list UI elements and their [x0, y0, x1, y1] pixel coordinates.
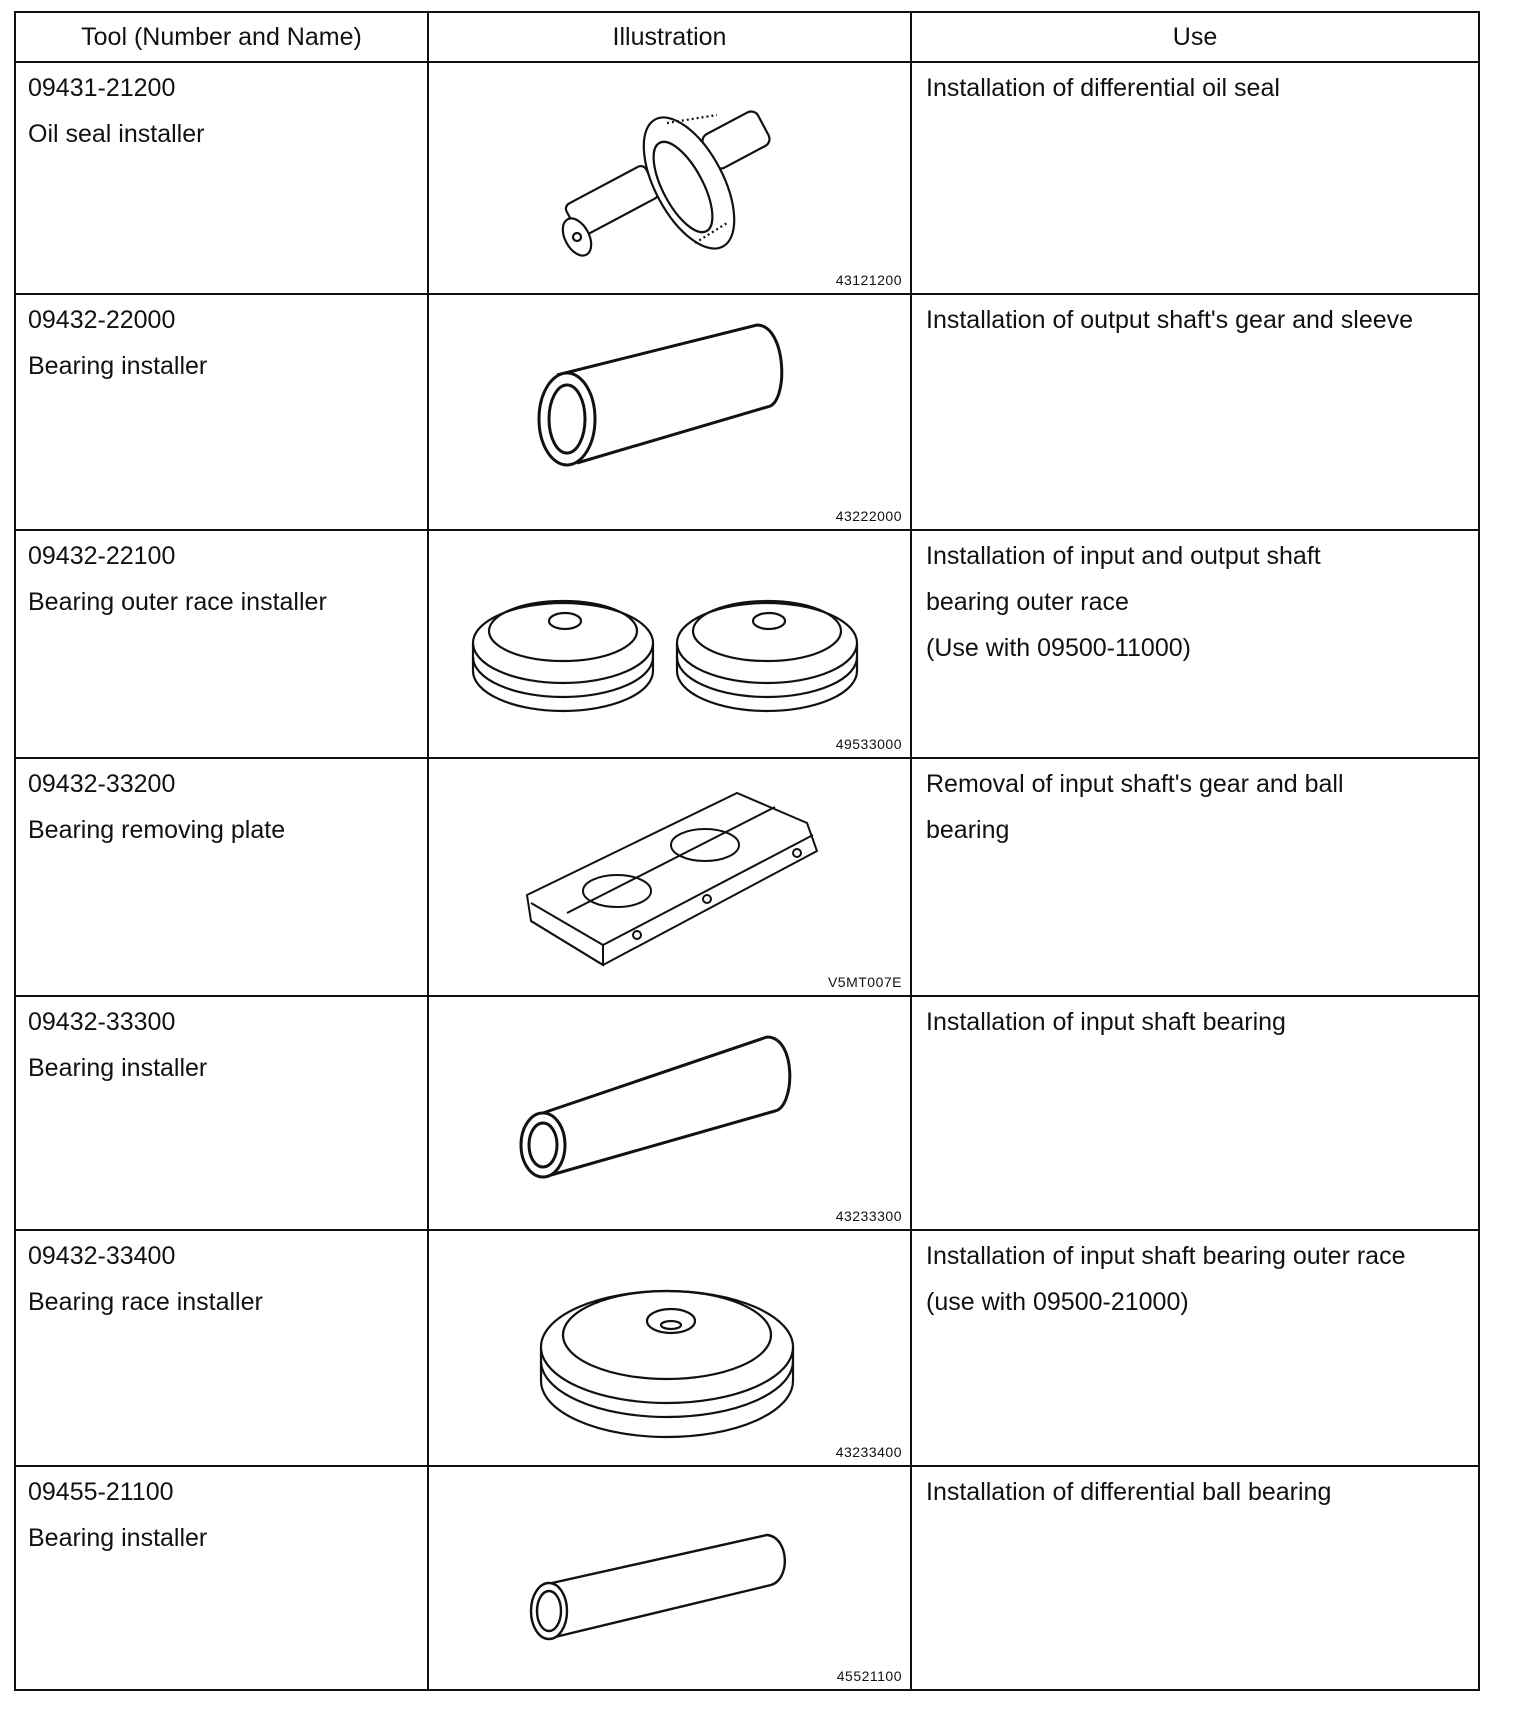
- tool-name: Bearing outer race installer: [28, 588, 327, 616]
- tool-name: Bearing installer: [28, 352, 208, 380]
- illustration-cell: [427, 759, 908, 995]
- use-line: bearing outer race: [926, 588, 1129, 616]
- figure-code: 43121200: [835, 272, 902, 288]
- tool-name: Oil seal installer: [28, 120, 205, 148]
- figure-code: 49533000: [835, 736, 902, 752]
- tool-name: Bearing installer: [28, 1524, 208, 1552]
- illustration-cell: [427, 1467, 908, 1689]
- tool-number: 09455-21100: [28, 1478, 174, 1506]
- use-line: Removal of input shaft's gear and ball: [926, 770, 1344, 798]
- tool-number: 09432-22100: [28, 542, 176, 570]
- tool-name: Bearing installer: [28, 1054, 208, 1082]
- use-line: bearing: [926, 816, 1010, 844]
- illustration-cell: [427, 1231, 908, 1465]
- tool-name: Bearing removing plate: [28, 816, 286, 844]
- figure-code: 43222000: [835, 508, 902, 524]
- table-row: [16, 63, 1478, 295]
- illustration-cell: [427, 997, 908, 1229]
- table-header: [16, 13, 1478, 63]
- use-line: Installation of input shaft bearing: [926, 1008, 1286, 1036]
- table-row: [16, 295, 1478, 531]
- removing-plate-illustration: [427, 759, 908, 997]
- use-line: Installation of differential oil seal: [926, 74, 1280, 102]
- figure-code: V5MT007E: [827, 974, 902, 990]
- use-line: (use with 09500-21000): [926, 1288, 1189, 1316]
- header-illustration: Illustration: [612, 23, 727, 51]
- header-use: Use: [1172, 23, 1218, 51]
- bearing-installer-illustration: [427, 295, 908, 531]
- use-line: Installation of differential ball bearing: [926, 1478, 1332, 1506]
- tool-number: 09432-33300: [28, 1008, 176, 1036]
- table-row: [16, 759, 1478, 997]
- figure-code: 43233400: [835, 1444, 902, 1460]
- table-row: [16, 1467, 1478, 1689]
- table-row: [16, 1231, 1478, 1467]
- race-installer-illustration: [427, 1231, 908, 1467]
- figure-code: 43233300: [835, 1208, 902, 1224]
- table-row: [16, 531, 1478, 759]
- illustration-cell: [427, 531, 908, 757]
- outer-race-installer-illustration: [427, 531, 908, 759]
- tool-number: 09432-33200: [28, 770, 176, 798]
- use-line: Installation of output shaft's gear and sleeve: [926, 306, 1414, 334]
- table-row: [16, 997, 1478, 1231]
- bearing-installer-illustration: [427, 997, 908, 1231]
- header-tool: Tool (Number and Name): [81, 23, 362, 51]
- oil-seal-installer-illustration: [427, 63, 908, 295]
- figure-code: 45521100: [836, 1668, 902, 1684]
- special-tools-table: [14, 11, 1480, 1691]
- use-line: Installation of input and output shaft: [926, 542, 1321, 570]
- tool-name: Bearing race installer: [28, 1288, 263, 1316]
- use-line: Installation of input shaft bearing outer race: [926, 1242, 1406, 1270]
- tool-number: 09431-21200: [28, 74, 176, 102]
- use-line: (Use with 09500-11000): [926, 634, 1191, 662]
- tool-number: 09432-22000: [28, 306, 176, 334]
- bearing-installer-illustration: [427, 1467, 908, 1689]
- illustration-cell: [427, 295, 908, 529]
- tool-number: 09432-33400: [28, 1242, 176, 1270]
- illustration-cell: [427, 63, 908, 293]
